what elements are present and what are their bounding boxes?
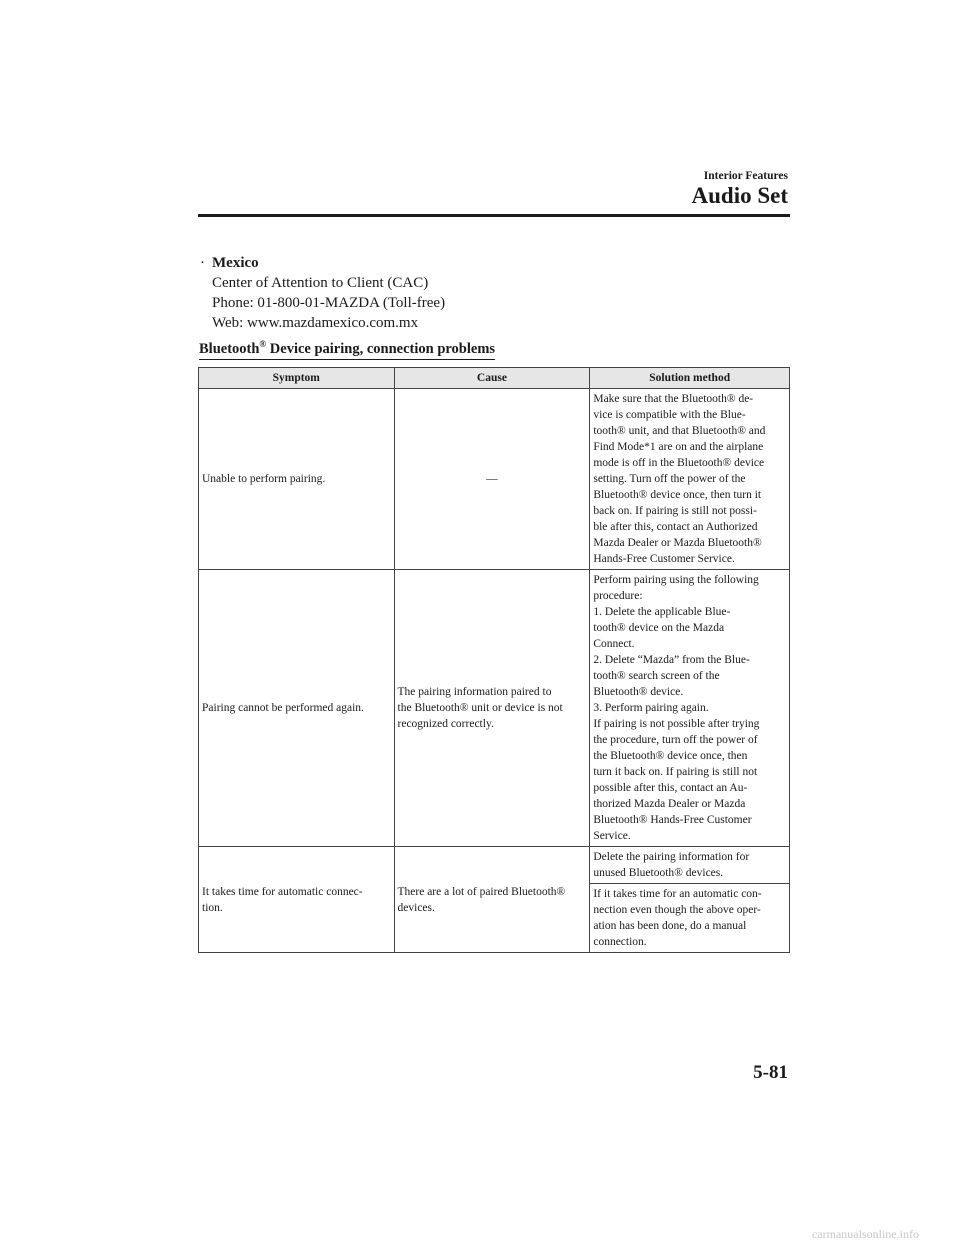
section-label: Interior Features <box>703 170 788 182</box>
table-row <box>199 847 790 884</box>
symptom-text: It takes time for automatic connec- tion. <box>202 885 363 914</box>
header-cause: Cause <box>394 368 590 389</box>
troubleshooting-table <box>198 367 790 953</box>
cause-text: There are a lot of paired Bluetooth® devices. <box>397 885 566 914</box>
subheading-text: Device pairing, connection problems <box>266 340 496 357</box>
symptom-text: Pairing cannot be performed again. <box>202 702 364 714</box>
cause-cell <box>394 570 590 847</box>
contact-phone: Phone: 01-800-01-MAZDA (Toll-free) <box>212 295 446 311</box>
contact-center: Center of Attention to Client (CAC) <box>212 275 429 291</box>
solution-text: Make sure that the Bluetooth® de- vice is compatible with the Blue- tooth® unit, and that Bluetooth® and Find Mode*1 are on and the airplane mode is off in the Bluetooth® device setting. Turn off the power of the Bluetooth® device once, then turn it back on. If pairing is still not possi- ble after this, contact an Authorized Mazda Dealer or Mazda Bluetooth® Hands-Free Customer Service. <box>593 393 766 565</box>
page-number: 5-81 <box>753 1062 788 1083</box>
header-symptom: Symptom <box>199 368 395 389</box>
subheading <box>199 339 495 360</box>
subheading-brand: Bluetooth <box>199 340 260 357</box>
cause-cell <box>394 389 590 570</box>
bullet-dot: · <box>200 255 205 271</box>
page-title: Audio Set <box>691 183 788 208</box>
symptom-cell <box>199 570 395 847</box>
table-row <box>199 570 790 847</box>
solution-text: Perform pairing using the following procedure: 1. Delete the applicable Blue- tooth® device on the Mazda Connect. 2. Delete “Mazda” from the Blue- tooth® search screen of the Bluetooth® device. 3. Perform pairing again. If pairing is not possible after trying the procedure, turn off the power of the Bluetooth® device once, then turn it back on. If pairing is still not possible after this, contact an Au- thorized Mazda Dealer or Mazda Bluetooth® Hands-Free Customer Service. <box>593 574 760 842</box>
solution-cell <box>590 847 790 884</box>
table-header-row <box>199 368 790 389</box>
footer-watermark: carmanualsonline.info <box>812 1227 919 1241</box>
solution-cell <box>590 389 790 570</box>
contact-web: Web: www.mazdamexico.com.mx <box>212 315 419 331</box>
symptom-text: Unable to perform pairing. <box>202 473 326 485</box>
solution-text: Delete the pairing information for unused Bluetooth® devices. <box>593 851 750 879</box>
registered-mark: ® <box>259 339 267 349</box>
country-name: Mexico <box>212 255 259 271</box>
table-row <box>199 389 790 570</box>
mexico-contact <box>200 253 445 333</box>
solution-cell <box>590 884 790 953</box>
header-rule <box>198 214 790 217</box>
cause-text: The pairing information paired to the Bluetooth® unit or device is not recognized correctly. <box>397 686 563 730</box>
solution-cell <box>590 570 790 847</box>
symptom-cell <box>199 389 395 570</box>
solution-text: If it takes time for an automatic con- nection even though the above oper- ation has been done, do a manual connection. <box>593 888 762 948</box>
header-solution: Solution method <box>590 368 790 389</box>
symptom-cell <box>199 847 395 953</box>
cause-cell <box>394 847 590 953</box>
cause-text: — <box>486 473 498 485</box>
